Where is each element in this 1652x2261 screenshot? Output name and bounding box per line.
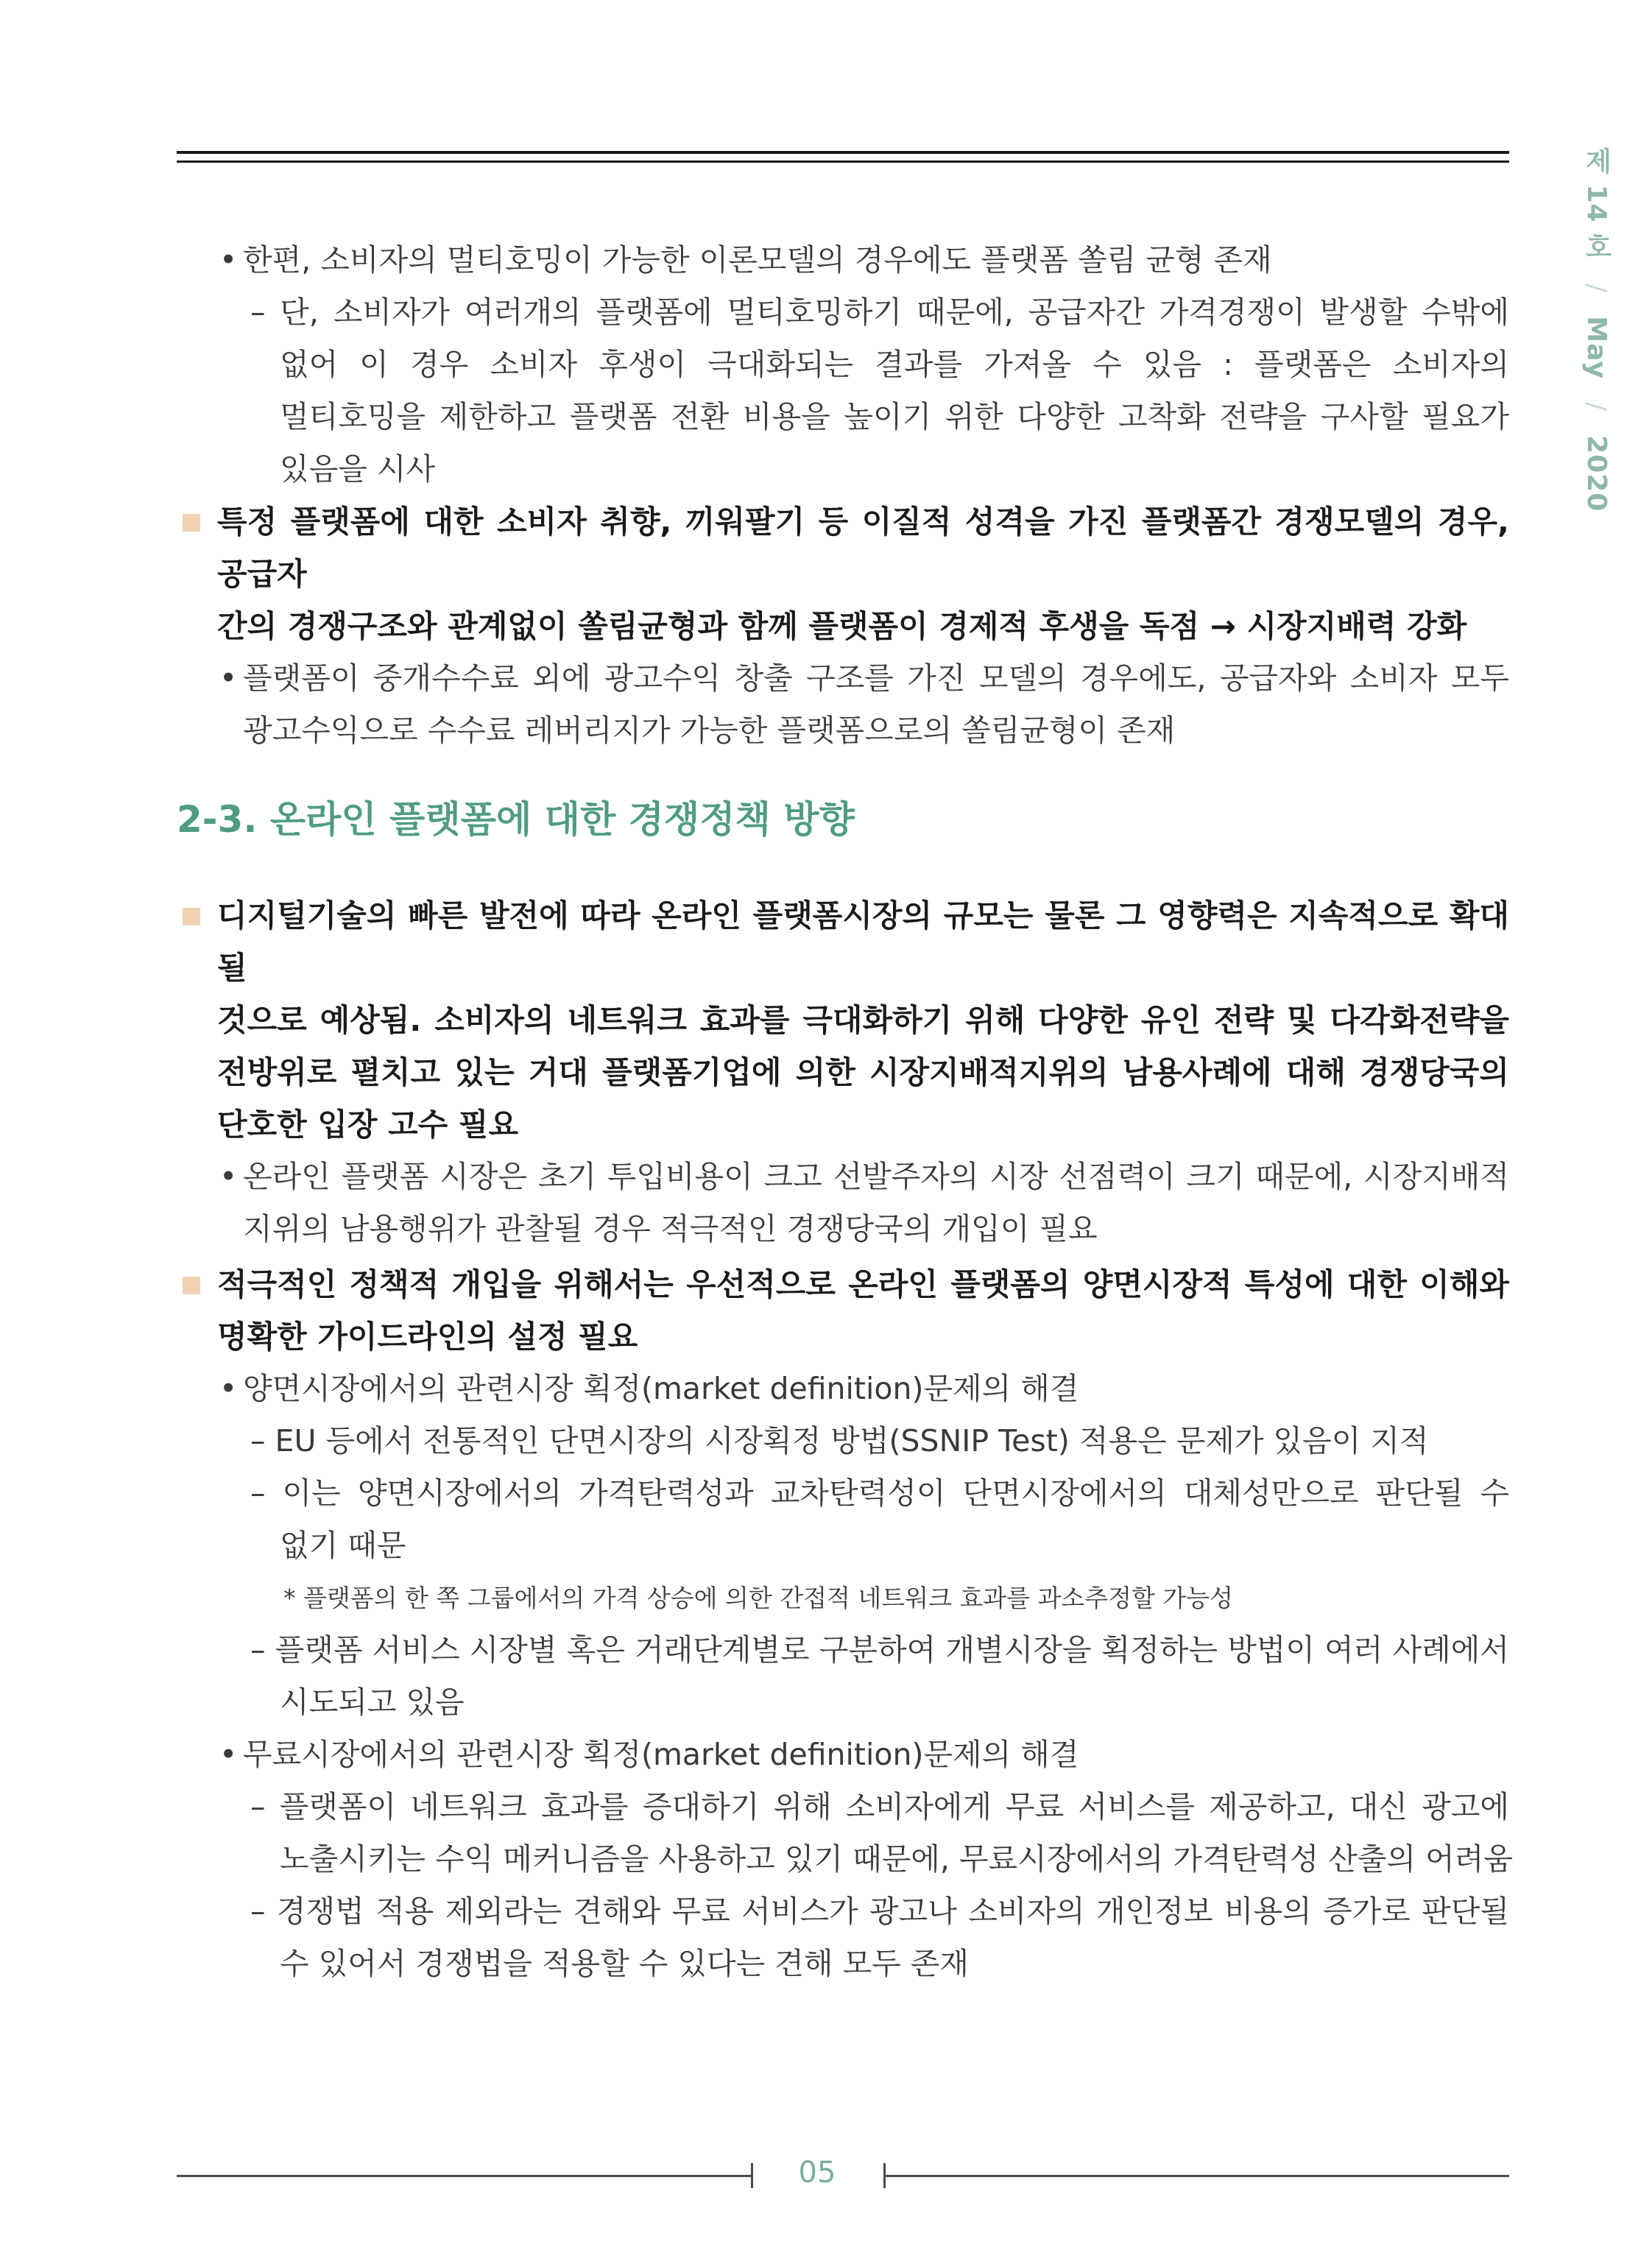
issue-year: 2020 bbox=[1581, 435, 1612, 512]
dash-text: 있음을 시사 bbox=[280, 451, 436, 487]
dash-continuation bbox=[177, 391, 1509, 443]
section-part-2 bbox=[177, 889, 1513, 1990]
dash-text: – EU 등에서 전통적인 단면시장의 시장획정 방법(SSNIP Test) 적용은 문제가 있음이 지적 bbox=[250, 1423, 1429, 1458]
dash-continuation bbox=[177, 443, 1509, 495]
dash-continuation bbox=[177, 1938, 1509, 1990]
bullet-item bbox=[177, 1151, 1509, 1203]
sidebar-separator: / bbox=[1581, 402, 1612, 412]
square-bullet-icon bbox=[183, 514, 200, 532]
key-point bbox=[177, 1258, 1509, 1311]
dash-text: – 경쟁법 적용 제외라는 견해와 무료 서비스가 광고나 소비자의 개인정보 비용의 증가로 판단될 bbox=[250, 1894, 1509, 1929]
key-point-text: 단호한 입장 고수 필요 bbox=[217, 1107, 519, 1143]
page-body bbox=[177, 234, 1513, 1990]
key-point-continuation bbox=[177, 1046, 1509, 1098]
dash-continuation bbox=[177, 1833, 1513, 1886]
dash-item bbox=[177, 1886, 1509, 1938]
footer-rule-right bbox=[883, 2175, 1509, 2177]
key-point-text: 것으로 예상됨. 소비자의 네트워크 효과를 극대화하기 위해 다양한 유인 전략 및 다각화전략을 bbox=[217, 1002, 1509, 1038]
sidebar-separator: / bbox=[1581, 283, 1612, 293]
issue-sidebar bbox=[1578, 147, 1615, 512]
dash-text: – 플랫폼이 네트워크 효과를 증대하기 위해 소비자에게 무료 서비스를 제공하고, 대신 광고에 bbox=[250, 1789, 1509, 1824]
bullet-dot-icon: • bbox=[219, 1737, 238, 1772]
dash-text: 없기 때문 bbox=[280, 1528, 406, 1563]
key-point-continuation bbox=[177, 1098, 1509, 1151]
dash-continuation bbox=[177, 339, 1509, 391]
dash-item bbox=[177, 1415, 1509, 1467]
key-point-continuation bbox=[177, 1311, 1509, 1363]
section-part-1 bbox=[177, 234, 1509, 757]
dash-item bbox=[177, 1781, 1509, 1833]
issue-number: 제 14 호 bbox=[1581, 147, 1612, 261]
bullet-text: 광고수익으로 수수료 레버리지가 가능한 플랫폼으로의 쏠림균형이 존재 bbox=[243, 713, 1176, 748]
dash-text: 없어 이 경우 소비자 후생이 극대화되는 결과를 가져올 수 있음 : 플랫폼은 소비자의 bbox=[280, 347, 1509, 382]
key-point-text: 특정 플랫폼에 대한 소비자 취향, 끼워팔기 등 이질적 성격을 가진 플랫폼간 경쟁모델의 경우, 공급자 bbox=[217, 504, 1509, 592]
dash-text: – 단, 소비자가 여러개의 플랫폼에 멀티호밍하기 때문에, 공급자간 가격경쟁이 발생할 수밖에 bbox=[250, 294, 1509, 330]
dash-continuation bbox=[177, 1520, 1509, 1572]
key-point-text: 전방위로 펼치고 있는 거대 플랫폼기업에 의한 시장지배적지위의 남용사례에 대해 경쟁당국의 bbox=[217, 1054, 1509, 1090]
footer-rule-left bbox=[177, 2175, 751, 2177]
issue-month: May bbox=[1581, 316, 1612, 379]
bullet-item bbox=[177, 1729, 1509, 1781]
bullet-item bbox=[177, 1363, 1509, 1415]
bullet-item bbox=[177, 234, 1509, 286]
bullet-dot-icon: • bbox=[219, 660, 238, 696]
bullet-text: 온라인 플랫폼 시장은 초기 투입비용이 크고 선발주자의 시장 선점력이 크기 때문에, 시장지배적 bbox=[243, 1159, 1509, 1194]
bullet-dot-icon: • bbox=[219, 242, 238, 278]
footnote-text: * 플랫폼의 한 쪽 그룹에서의 가격 상승에 의한 간접적 네트워크 효과를 과소추정할 가능성 bbox=[283, 1584, 1233, 1612]
page-number: 05 bbox=[798, 2156, 836, 2190]
section-title: 2-3. 온라인 플랫폼에 대한 경쟁정책 방향 bbox=[177, 798, 855, 841]
dash-text: 수 있어서 경쟁법을 적용할 수 있다는 견해 모두 존재 bbox=[280, 1946, 969, 1981]
bullet-continuation bbox=[177, 705, 1509, 757]
dash-text: 노출시키는 수익 메커니즘을 사용하고 있기 때문에, 무료시장에서의 가격탄력성 산출의 어려움 bbox=[280, 1841, 1513, 1877]
dash-continuation bbox=[177, 1676, 1509, 1729]
key-point-text: 명확한 가이드라인의 설정 필요 bbox=[217, 1319, 638, 1355]
key-point-text: 적극적인 정책적 개입을 위해서는 우선적으로 온라인 플랫폼의 양면시장적 특성에 대한 이해와 bbox=[217, 1266, 1509, 1302]
dash-text: 시도되고 있음 bbox=[280, 1685, 465, 1720]
dash-item bbox=[177, 1467, 1509, 1520]
dash-item bbox=[177, 286, 1509, 339]
key-point-continuation bbox=[177, 600, 1509, 652]
top-rule bbox=[177, 151, 1509, 154]
bullet-item bbox=[177, 652, 1509, 705]
footnote bbox=[177, 1572, 1509, 1624]
bullet-text: 무료시장에서의 관련시장 획정(market definition)문제의 해결 bbox=[243, 1737, 1079, 1772]
square-bullet-icon bbox=[183, 1277, 200, 1294]
key-point-text: 디지털기술의 빠른 발전에 따라 온라인 플랫폼시장의 규모는 물론 그 영향력은 지속적으로 확대될 bbox=[217, 897, 1509, 986]
bullet-text: 플랫폼이 중개수수료 외에 광고수익 창출 구조를 가진 모델의 경우에도, 공급자와 소비자 모두 bbox=[243, 660, 1509, 696]
key-point-text: 간의 경쟁구조와 관계없이 쏠림균형과 함께 플랫폼이 경제적 후생을 독점 → 시장지배력 강화 bbox=[217, 608, 1467, 644]
bullet-dot-icon: • bbox=[219, 1159, 238, 1194]
dash-text: – 플랫폼 서비스 시장별 혹은 거래단계별로 구분하여 개별시장을 획정하는 방법이 여러 사례에서 bbox=[250, 1632, 1509, 1668]
square-bullet-icon bbox=[183, 908, 200, 925]
key-point bbox=[177, 495, 1509, 600]
bullet-dot-icon: • bbox=[219, 1371, 238, 1406]
bullet-text: 한편, 소비자의 멀티호밍이 가능한 이론모델의 경우에도 플랫폼 쏠림 균형 존재 bbox=[243, 242, 1272, 278]
footer-tick-left bbox=[751, 2163, 753, 2188]
key-point-continuation bbox=[177, 994, 1509, 1046]
bullet-continuation bbox=[177, 1203, 1509, 1255]
dash-text: 멀티호밍을 제한하고 플랫폼 전환 비용을 높이기 위한 다양한 고착화 전략을 구사할 필요가 bbox=[280, 399, 1509, 434]
bullet-text: 지위의 남용행위가 관찰될 경우 적극적인 경쟁당국의 개입이 필요 bbox=[243, 1211, 1098, 1246]
dash-item bbox=[177, 1624, 1509, 1676]
bullet-text: 양면시장에서의 관련시장 획정(market definition)문제의 해결 bbox=[243, 1371, 1079, 1406]
dash-text: – 이는 양면시장에서의 가격탄력성과 교차탄력성이 단면시장에서의 대체성만으로 판단될 수 bbox=[250, 1475, 1509, 1511]
top-rule-thin bbox=[177, 161, 1509, 163]
key-point bbox=[177, 889, 1509, 994]
